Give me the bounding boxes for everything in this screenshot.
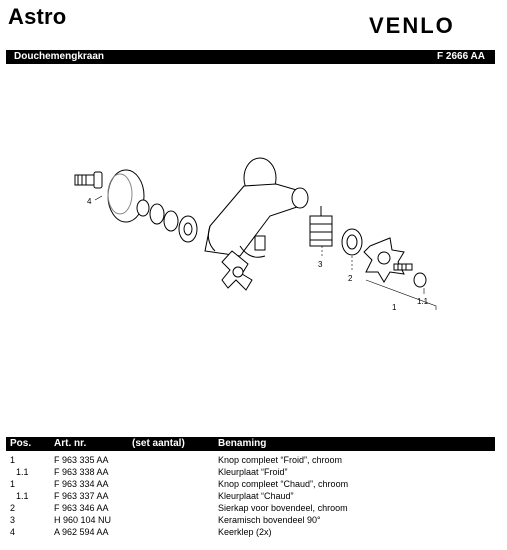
row-description: Kleurplaat “Froid” [218, 467, 288, 477]
row-pos: 1.1 [16, 491, 29, 501]
decorative-cap [342, 229, 362, 255]
left-knob [222, 251, 252, 290]
row-pos: 1 [10, 455, 16, 465]
col-art: Art. nr. [54, 438, 87, 449]
screw [394, 264, 412, 270]
row-description: Knop compleet “Chaud”, chroom [218, 479, 349, 489]
row-art-nr: H 960 104 NU [54, 515, 112, 525]
table-row [6, 514, 495, 526]
row-art-nr: F 963 338 AA [54, 467, 109, 477]
row-description: Sierkap voor bovendeel, chroom [218, 503, 348, 513]
callout-1-1: 1.1 [417, 297, 429, 306]
row-art-nr: F 963 334 AA [54, 479, 109, 489]
row-description: Keramisch bovendeel 90° [218, 515, 321, 525]
table-row [6, 502, 495, 514]
ceramic-cartridge [310, 206, 332, 246]
table-row [6, 490, 495, 502]
row-description: Kleurplaat “Chaud” [218, 491, 294, 501]
color-plate [414, 273, 426, 287]
col-set: (set aantal) [132, 438, 185, 449]
row-art-nr: F 963 346 AA [54, 503, 109, 513]
row-art-nr: F 963 337 AA [54, 491, 109, 501]
col-pos: Pos. [10, 438, 32, 449]
callout-1: 1 [392, 303, 397, 312]
brand-logo [367, 12, 487, 38]
ring [150, 204, 164, 224]
product-code: F 2666 AA [437, 51, 485, 62]
table-row [6, 454, 495, 466]
callout-3: 3 [318, 260, 323, 269]
product-name: Douchemengkraan [14, 51, 105, 62]
row-pos: 2 [10, 503, 16, 513]
row-art-nr: F 963 335 AA [54, 455, 109, 465]
washer [137, 200, 149, 216]
row-description: Keerklep (2x) [218, 527, 272, 537]
callout-4: 4 [87, 197, 92, 206]
row-pos: 1.1 [16, 467, 29, 477]
table-row [6, 478, 495, 490]
brand-logo-text: VENLO [369, 13, 455, 38]
table-row [6, 526, 495, 538]
page-title: Astro [8, 4, 67, 29]
mixer-body [205, 158, 308, 257]
parts-table-header [6, 437, 495, 451]
row-pos: 1 [10, 479, 16, 489]
row-pos: 4 [10, 527, 16, 537]
exploded-view-diagram [0, 66, 507, 426]
left-connector [75, 172, 102, 188]
section-bar [6, 50, 495, 64]
row-art-nr: A 962 594 AA [54, 527, 109, 537]
parts-table [6, 454, 495, 538]
row-pos: 3 [10, 515, 16, 525]
right-knob [364, 238, 404, 282]
callout-2: 2 [348, 274, 353, 283]
table-row [6, 466, 495, 478]
row-description: Knop compleet “Froid”, chroom [218, 455, 343, 465]
nut [179, 216, 197, 242]
col-name: Benaming [218, 438, 267, 449]
check-valve [164, 211, 178, 231]
